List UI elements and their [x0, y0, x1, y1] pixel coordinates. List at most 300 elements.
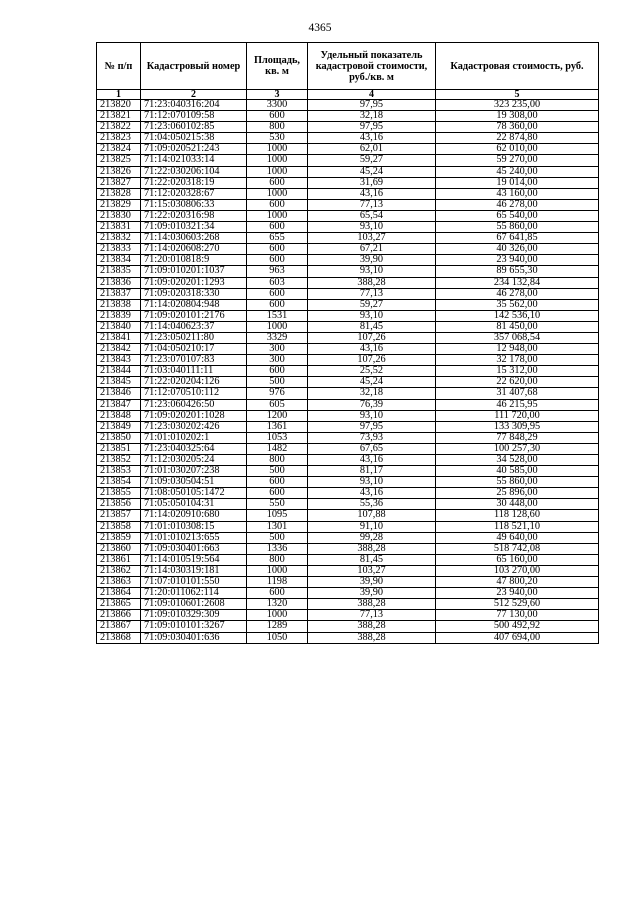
- cadastral-number: 71:15:030806:33: [141, 199, 247, 210]
- cost-value: 55 860,00: [436, 477, 599, 488]
- column-number: 4: [308, 90, 436, 100]
- rate-value: 43,16: [308, 455, 436, 466]
- rate-value: 39,90: [308, 577, 436, 588]
- rate-value: 93,10: [308, 266, 436, 277]
- row-number: 213833: [97, 244, 141, 255]
- row-number: 213823: [97, 133, 141, 144]
- table-row: [97, 466, 599, 477]
- row-number: 213856: [97, 499, 141, 510]
- area-value: 300: [247, 344, 308, 355]
- column-number: 2: [141, 90, 247, 100]
- cadastral-number: 71:01:010202:1: [141, 432, 247, 443]
- cadastral-number: 71:14:030603:268: [141, 233, 247, 244]
- cadastral-number: 71:12:020328:67: [141, 188, 247, 199]
- cost-value: 25 896,00: [436, 488, 599, 499]
- row-number: 213857: [97, 510, 141, 521]
- rate-value: 388,28: [308, 277, 436, 288]
- table-row: [97, 366, 599, 377]
- cost-value: 35 562,00: [436, 299, 599, 310]
- row-number: 213858: [97, 521, 141, 532]
- cost-value: 65 160,00: [436, 554, 599, 565]
- table-row: [97, 199, 599, 210]
- row-number: 213829: [97, 199, 141, 210]
- row-number: 213828: [97, 188, 141, 199]
- row-number: 213839: [97, 310, 141, 321]
- rate-value: 43,16: [308, 488, 436, 499]
- table-row: [97, 255, 599, 266]
- row-number: 213863: [97, 577, 141, 588]
- rate-value: 93,10: [308, 310, 436, 321]
- cadastral-number: 71:01:010213:655: [141, 532, 247, 543]
- cadastral-number: 71:23:060102:85: [141, 122, 247, 133]
- area-value: 1050: [247, 632, 308, 643]
- cost-value: 111 720,00: [436, 410, 599, 421]
- area-value: 1000: [247, 188, 308, 199]
- cadastral-number: 71:23:040316:204: [141, 100, 247, 111]
- table-row: [97, 588, 599, 599]
- column-number: 5: [436, 90, 599, 100]
- table-row: [97, 177, 599, 188]
- rate-value: 62,01: [308, 144, 436, 155]
- table-row: [97, 155, 599, 166]
- rate-value: 77,13: [308, 610, 436, 621]
- row-number: 213831: [97, 222, 141, 233]
- cadastral-number: 71:09:010321:34: [141, 222, 247, 233]
- row-number: 213855: [97, 488, 141, 499]
- header-rate: Удельный показатель кадастровой стоимости, руб./кв. м: [308, 43, 436, 90]
- row-number: 213844: [97, 366, 141, 377]
- area-value: 1301: [247, 521, 308, 532]
- area-value: 600: [247, 588, 308, 599]
- rate-value: 93,10: [308, 222, 436, 233]
- row-number: 213838: [97, 299, 141, 310]
- table-row: [97, 377, 599, 388]
- header-area: Площадь, кв. м: [247, 43, 308, 90]
- cadastral-number: 71:09:020201:1028: [141, 410, 247, 421]
- area-value: 1053: [247, 432, 308, 443]
- cost-value: 100 257,30: [436, 443, 599, 454]
- cost-value: 40 585,00: [436, 466, 599, 477]
- cost-value: 89 655,30: [436, 266, 599, 277]
- rate-value: 67,65: [308, 443, 436, 454]
- table-row: [97, 621, 599, 632]
- cadastral-number: 71:09:020521:243: [141, 144, 247, 155]
- table-row: [97, 410, 599, 421]
- cost-value: 15 312,00: [436, 366, 599, 377]
- rate-value: 39,90: [308, 255, 436, 266]
- table-row: [97, 399, 599, 410]
- row-number: 213821: [97, 111, 141, 122]
- cadastral-value-table: [96, 42, 599, 644]
- cadastral-number: 71:09:010329:309: [141, 610, 247, 621]
- area-value: 963: [247, 266, 308, 277]
- rate-value: 107,88: [308, 510, 436, 521]
- row-number: 213861: [97, 554, 141, 565]
- area-value: 600: [247, 477, 308, 488]
- rate-value: 76,39: [308, 399, 436, 410]
- rate-value: 388,28: [308, 632, 436, 643]
- cadastral-number: 71:14:040623:37: [141, 321, 247, 332]
- cadastral-number: 71:20:010818:9: [141, 255, 247, 266]
- cadastral-number: 71:09:030504:51: [141, 477, 247, 488]
- cost-value: 22 874,80: [436, 133, 599, 144]
- cadastral-number: 71:23:040325:64: [141, 443, 247, 454]
- area-value: 3300: [247, 100, 308, 111]
- area-value: 1000: [247, 144, 308, 155]
- cadastral-number: 71:12:070510:112: [141, 388, 247, 399]
- rate-value: 93,10: [308, 410, 436, 421]
- table-row: [97, 499, 599, 510]
- table-row: [97, 632, 599, 643]
- rate-value: 97,95: [308, 122, 436, 133]
- row-number: 213868: [97, 632, 141, 643]
- cost-value: 81 450,00: [436, 321, 599, 332]
- area-value: 500: [247, 532, 308, 543]
- row-number: 213852: [97, 455, 141, 466]
- cadastral-number: 71:22:020316:98: [141, 210, 247, 221]
- cost-value: 23 940,00: [436, 255, 599, 266]
- rate-value: 45,24: [308, 377, 436, 388]
- area-value: 600: [247, 111, 308, 122]
- rate-value: 103,27: [308, 233, 436, 244]
- table-row: [97, 310, 599, 321]
- rate-value: 97,95: [308, 421, 436, 432]
- row-number: 213835: [97, 266, 141, 277]
- cost-value: 22 620,00: [436, 377, 599, 388]
- area-value: 1531: [247, 310, 308, 321]
- rate-value: 31,69: [308, 177, 436, 188]
- row-number: 213834: [97, 255, 141, 266]
- row-number: 213860: [97, 543, 141, 554]
- table-row: [97, 166, 599, 177]
- area-value: 600: [247, 488, 308, 499]
- row-number: 213820: [97, 100, 141, 111]
- table-row: [97, 443, 599, 454]
- area-value: 1000: [247, 155, 308, 166]
- cadastral-number: 71:23:060426:50: [141, 399, 247, 410]
- table-row: [97, 432, 599, 443]
- area-value: 1320: [247, 599, 308, 610]
- area-value: 1000: [247, 210, 308, 221]
- cost-value: 40 326,00: [436, 244, 599, 255]
- table-row: [97, 565, 599, 576]
- table-body: [97, 100, 599, 644]
- area-value: 603: [247, 277, 308, 288]
- cadastral-number: 71:23:050211:80: [141, 332, 247, 343]
- cadastral-number: 71:23:030202:426: [141, 421, 247, 432]
- row-number: 213849: [97, 421, 141, 432]
- rate-value: 81,17: [308, 466, 436, 477]
- cost-value: 234 132,84: [436, 277, 599, 288]
- row-number: 213845: [97, 377, 141, 388]
- cost-value: 23 940,00: [436, 588, 599, 599]
- table-row: [97, 210, 599, 221]
- area-value: 530: [247, 133, 308, 144]
- cadastral-number: 71:14:020608:270: [141, 244, 247, 255]
- area-value: 3329: [247, 332, 308, 343]
- cost-value: 43 160,00: [436, 188, 599, 199]
- rate-value: 25,52: [308, 366, 436, 377]
- cost-value: 133 309,95: [436, 421, 599, 432]
- rate-value: 81,45: [308, 321, 436, 332]
- cost-value: 31 407,68: [436, 388, 599, 399]
- table-row: [97, 455, 599, 466]
- table-header-row: [97, 43, 599, 90]
- area-value: 600: [247, 177, 308, 188]
- cadastral-number: 71:01:030207:238: [141, 466, 247, 477]
- cadastral-number: 71:04:050215:38: [141, 133, 247, 144]
- cadastral-number: 71:09:020318:330: [141, 288, 247, 299]
- rate-value: 99,28: [308, 532, 436, 543]
- cost-value: 46 215,95: [436, 399, 599, 410]
- table-row: [97, 233, 599, 244]
- row-number: 213848: [97, 410, 141, 421]
- table-row: [97, 355, 599, 366]
- rate-value: 39,90: [308, 588, 436, 599]
- rate-value: 55,36: [308, 499, 436, 510]
- cost-value: 32 178,00: [436, 355, 599, 366]
- cost-value: 19 014,00: [436, 177, 599, 188]
- row-number: 213840: [97, 321, 141, 332]
- table-row: [97, 344, 599, 355]
- row-number: 213841: [97, 332, 141, 343]
- cost-value: 46 278,00: [436, 288, 599, 299]
- table-row: [97, 299, 599, 310]
- table-row: [97, 122, 599, 133]
- area-value: 1000: [247, 321, 308, 332]
- area-value: 600: [247, 199, 308, 210]
- rate-value: 45,24: [308, 166, 436, 177]
- row-number: 213862: [97, 565, 141, 576]
- header-num: № п/п: [97, 43, 141, 90]
- cost-value: 34 528,00: [436, 455, 599, 466]
- row-number: 213842: [97, 344, 141, 355]
- cadastral-number: 71:14:020804:948: [141, 299, 247, 310]
- table-row: [97, 321, 599, 332]
- row-number: 213847: [97, 399, 141, 410]
- row-number: 213851: [97, 443, 141, 454]
- area-value: 800: [247, 455, 308, 466]
- cost-value: 62 010,00: [436, 144, 599, 155]
- cost-value: 19 308,00: [436, 111, 599, 122]
- row-number: 213854: [97, 477, 141, 488]
- cost-value: 357 068,54: [436, 332, 599, 343]
- cadastral-number: 71:08:050105:1472: [141, 488, 247, 499]
- area-value: 500: [247, 466, 308, 477]
- area-value: 600: [247, 299, 308, 310]
- cadastral-number: 71:14:021033:14: [141, 155, 247, 166]
- cost-value: 103 270,00: [436, 565, 599, 576]
- rate-value: 59,27: [308, 155, 436, 166]
- cost-value: 78 360,00: [436, 122, 599, 133]
- cost-value: 45 240,00: [436, 166, 599, 177]
- row-number: 213832: [97, 233, 141, 244]
- cost-value: 77 130,00: [436, 610, 599, 621]
- cost-value: 12 948,00: [436, 344, 599, 355]
- cost-value: 30 448,00: [436, 499, 599, 510]
- header-cadastral-number: Кадастровый номер: [141, 43, 247, 90]
- area-value: 800: [247, 554, 308, 565]
- cadastral-number: 71:12:030205:24: [141, 455, 247, 466]
- cadastral-number: 71:14:020910:680: [141, 510, 247, 521]
- table-row: [97, 111, 599, 122]
- rate-value: 93,10: [308, 477, 436, 488]
- row-number: 213825: [97, 155, 141, 166]
- table-row: [97, 532, 599, 543]
- cost-value: 55 860,00: [436, 222, 599, 233]
- area-value: 600: [247, 255, 308, 266]
- area-value: 1000: [247, 565, 308, 576]
- area-value: 605: [247, 399, 308, 410]
- rate-value: 67,21: [308, 244, 436, 255]
- rate-value: 107,26: [308, 332, 436, 343]
- area-value: 1000: [247, 610, 308, 621]
- cadastral-number: 71:12:070109:58: [141, 111, 247, 122]
- cost-value: 65 540,00: [436, 210, 599, 221]
- rate-value: 59,27: [308, 299, 436, 310]
- table-row: [97, 100, 599, 111]
- table-row: [97, 388, 599, 399]
- area-value: 1198: [247, 577, 308, 588]
- row-number: 213830: [97, 210, 141, 221]
- cadastral-number: 71:03:040111:11: [141, 366, 247, 377]
- table-row: [97, 222, 599, 233]
- cost-value: 500 492,92: [436, 621, 599, 632]
- cost-value: 49 640,00: [436, 532, 599, 543]
- table-row: [97, 244, 599, 255]
- table-row: [97, 543, 599, 554]
- area-value: 976: [247, 388, 308, 399]
- row-number: 213859: [97, 532, 141, 543]
- rate-value: 32,18: [308, 111, 436, 122]
- area-value: 600: [247, 288, 308, 299]
- area-value: 1289: [247, 621, 308, 632]
- table-row: [97, 488, 599, 499]
- cadastral-number: 71:14:010519:564: [141, 554, 247, 565]
- rate-value: 97,95: [308, 100, 436, 111]
- row-number: 213837: [97, 288, 141, 299]
- page-number: 4365: [308, 22, 332, 34]
- header-cost: Кадастровая стоимость, руб.: [436, 43, 599, 90]
- cadastral-number: 71:09:030401:663: [141, 543, 247, 554]
- row-number: 213846: [97, 388, 141, 399]
- rate-value: 43,16: [308, 344, 436, 355]
- table-row: [97, 133, 599, 144]
- rate-value: 65,54: [308, 210, 436, 221]
- table-row: [97, 599, 599, 610]
- rate-value: 77,13: [308, 288, 436, 299]
- row-number: 213850: [97, 432, 141, 443]
- area-value: 550: [247, 499, 308, 510]
- table-row: [97, 266, 599, 277]
- rate-value: 388,28: [308, 599, 436, 610]
- table-row: [97, 288, 599, 299]
- table-row: [97, 188, 599, 199]
- rate-value: 388,28: [308, 543, 436, 554]
- area-value: 300: [247, 355, 308, 366]
- row-number: 213853: [97, 466, 141, 477]
- cadastral-number: 71:09:010601:2608: [141, 599, 247, 610]
- table-row: [97, 554, 599, 565]
- cost-value: 77 848,29: [436, 432, 599, 443]
- table-row: [97, 510, 599, 521]
- table-row: [97, 610, 599, 621]
- cadastral-number: 71:22:020318:19: [141, 177, 247, 188]
- row-number: 213836: [97, 277, 141, 288]
- column-number-row: [97, 90, 599, 100]
- area-value: 800: [247, 122, 308, 133]
- row-number: 213866: [97, 610, 141, 621]
- cadastral-number: 71:09:020201:1293: [141, 277, 247, 288]
- cost-value: 46 278,00: [436, 199, 599, 210]
- rate-value: 388,28: [308, 621, 436, 632]
- cost-value: 59 270,00: [436, 155, 599, 166]
- column-number: 3: [247, 90, 308, 100]
- cost-value: 512 529,60: [436, 599, 599, 610]
- rate-value: 103,27: [308, 565, 436, 576]
- cost-value: 47 800,20: [436, 577, 599, 588]
- cadastral-number: 71:09:030401:636: [141, 632, 247, 643]
- table-row: [97, 577, 599, 588]
- row-number: 213843: [97, 355, 141, 366]
- cost-value: 118 128,60: [436, 510, 599, 521]
- row-number: 213822: [97, 122, 141, 133]
- table-row: [97, 144, 599, 155]
- cadastral-number: 71:14:030319:181: [141, 565, 247, 576]
- rate-value: 91,10: [308, 521, 436, 532]
- cost-value: 67 641,85: [436, 233, 599, 244]
- cadastral-number: 71:09:010101:3267: [141, 621, 247, 632]
- cadastral-number: 71:23:070107:83: [141, 355, 247, 366]
- area-value: 500: [247, 377, 308, 388]
- cadastral-number: 71:22:030206:104: [141, 166, 247, 177]
- rate-value: 43,16: [308, 133, 436, 144]
- row-number: 213864: [97, 588, 141, 599]
- table-row: [97, 332, 599, 343]
- area-value: 600: [247, 366, 308, 377]
- row-number: 213826: [97, 166, 141, 177]
- cadastral-number: 71:07:010101:550: [141, 577, 247, 588]
- cost-value: 323 235,00: [436, 100, 599, 111]
- area-value: 600: [247, 222, 308, 233]
- rate-value: 43,16: [308, 188, 436, 199]
- cost-value: 518 742,08: [436, 543, 599, 554]
- cost-value: 118 521,10: [436, 521, 599, 532]
- area-value: 1336: [247, 543, 308, 554]
- cadastral-number: 71:09:010201:1037: [141, 266, 247, 277]
- row-number: 213867: [97, 621, 141, 632]
- table-row: [97, 477, 599, 488]
- row-number: 213865: [97, 599, 141, 610]
- area-value: 655: [247, 233, 308, 244]
- table-row: [97, 421, 599, 432]
- cadastral-number: 71:09:020101:2176: [141, 310, 247, 321]
- cost-value: 142 536,10: [436, 310, 599, 321]
- rate-value: 73,93: [308, 432, 436, 443]
- cadastral-number: 71:05:050104:31: [141, 499, 247, 510]
- cadastral-number: 71:04:050210:17: [141, 344, 247, 355]
- row-number: 213824: [97, 144, 141, 155]
- area-value: 1000: [247, 166, 308, 177]
- area-value: 600: [247, 244, 308, 255]
- area-value: 1361: [247, 421, 308, 432]
- row-number: 213827: [97, 177, 141, 188]
- cadastral-number: 71:01:010308:15: [141, 521, 247, 532]
- rate-value: 107,26: [308, 355, 436, 366]
- area-value: 1482: [247, 443, 308, 454]
- rate-value: 81,45: [308, 554, 436, 565]
- column-number: 1: [97, 90, 141, 100]
